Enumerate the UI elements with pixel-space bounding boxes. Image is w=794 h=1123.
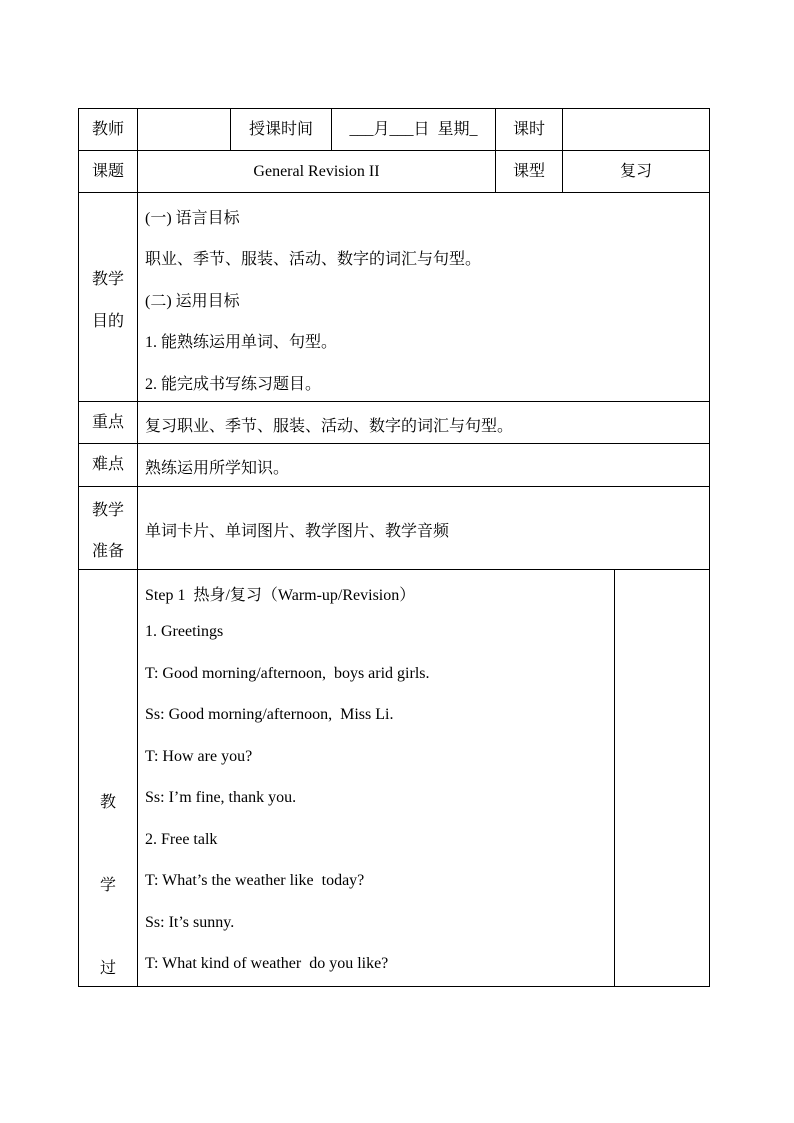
objective-line: 职业、季节、服装、活动、数字的词汇与句型。 [145, 251, 482, 268]
topic-label: 课题 [91, 162, 124, 180]
type-value: 复习 [619, 162, 652, 180]
key-points-value: 复习职业、季节、服装、活动、数字的词汇与句型。 [145, 418, 514, 435]
objective-line: 1. 能熟练运用单词、句型。 [145, 334, 338, 351]
difficulties-label: 难点 [91, 456, 124, 473]
period-value[interactable] [563, 109, 709, 150]
process-label-char: 学 [99, 877, 116, 894]
difficulties-value: 熟练运用所学知识。 [145, 460, 290, 477]
process-line: 2. Free talk [145, 831, 218, 848]
topic-value: General Revision II [253, 162, 380, 180]
preparation-label-line2: 准备 [91, 543, 124, 560]
process-line: T: What’s the weather like today? [145, 872, 365, 889]
objective-line: (一) 语言目标 [145, 210, 240, 227]
time-value[interactable]: ___月___日 星期_ [349, 120, 478, 138]
process-line: T: What kind of weather do you like? [145, 955, 389, 972]
objective-line: 2. 能完成书写练习题目。 [145, 376, 322, 393]
process-line: 1. Greetings [145, 623, 224, 640]
time-label: 授课时间 [248, 120, 313, 138]
key-points-label: 重点 [91, 413, 124, 431]
period-label: 课时 [512, 120, 545, 138]
process-label-char: 过 [99, 960, 116, 977]
teacher-label: 教师 [91, 120, 124, 138]
process-line: Step 1 热身/复习（Warm-up/Revision） [145, 587, 416, 604]
type-label: 课型 [512, 162, 545, 180]
preparation-label-line1: 教学 [91, 502, 124, 519]
objectives-label-line2: 目的 [91, 313, 124, 330]
process-line: T: Good morning/afternoon, boys arid girls. [145, 665, 430, 682]
process-line: Ss: It’s sunny. [145, 914, 235, 931]
teacher-value[interactable] [138, 109, 230, 150]
preparation-value: 单词卡片、单词图片、教学图片、教学音频 [145, 523, 450, 540]
process-line: T: How are you? [145, 748, 253, 765]
process-line: Ss: I’m fine, thank you. [145, 789, 297, 806]
objectives-label-line1: 教学 [91, 271, 124, 288]
process-line: Ss: Good morning/afternoon, Miss Li. [145, 706, 394, 723]
objective-line: (二) 运用目标 [145, 293, 240, 310]
process-label-char: 教 [99, 794, 116, 811]
